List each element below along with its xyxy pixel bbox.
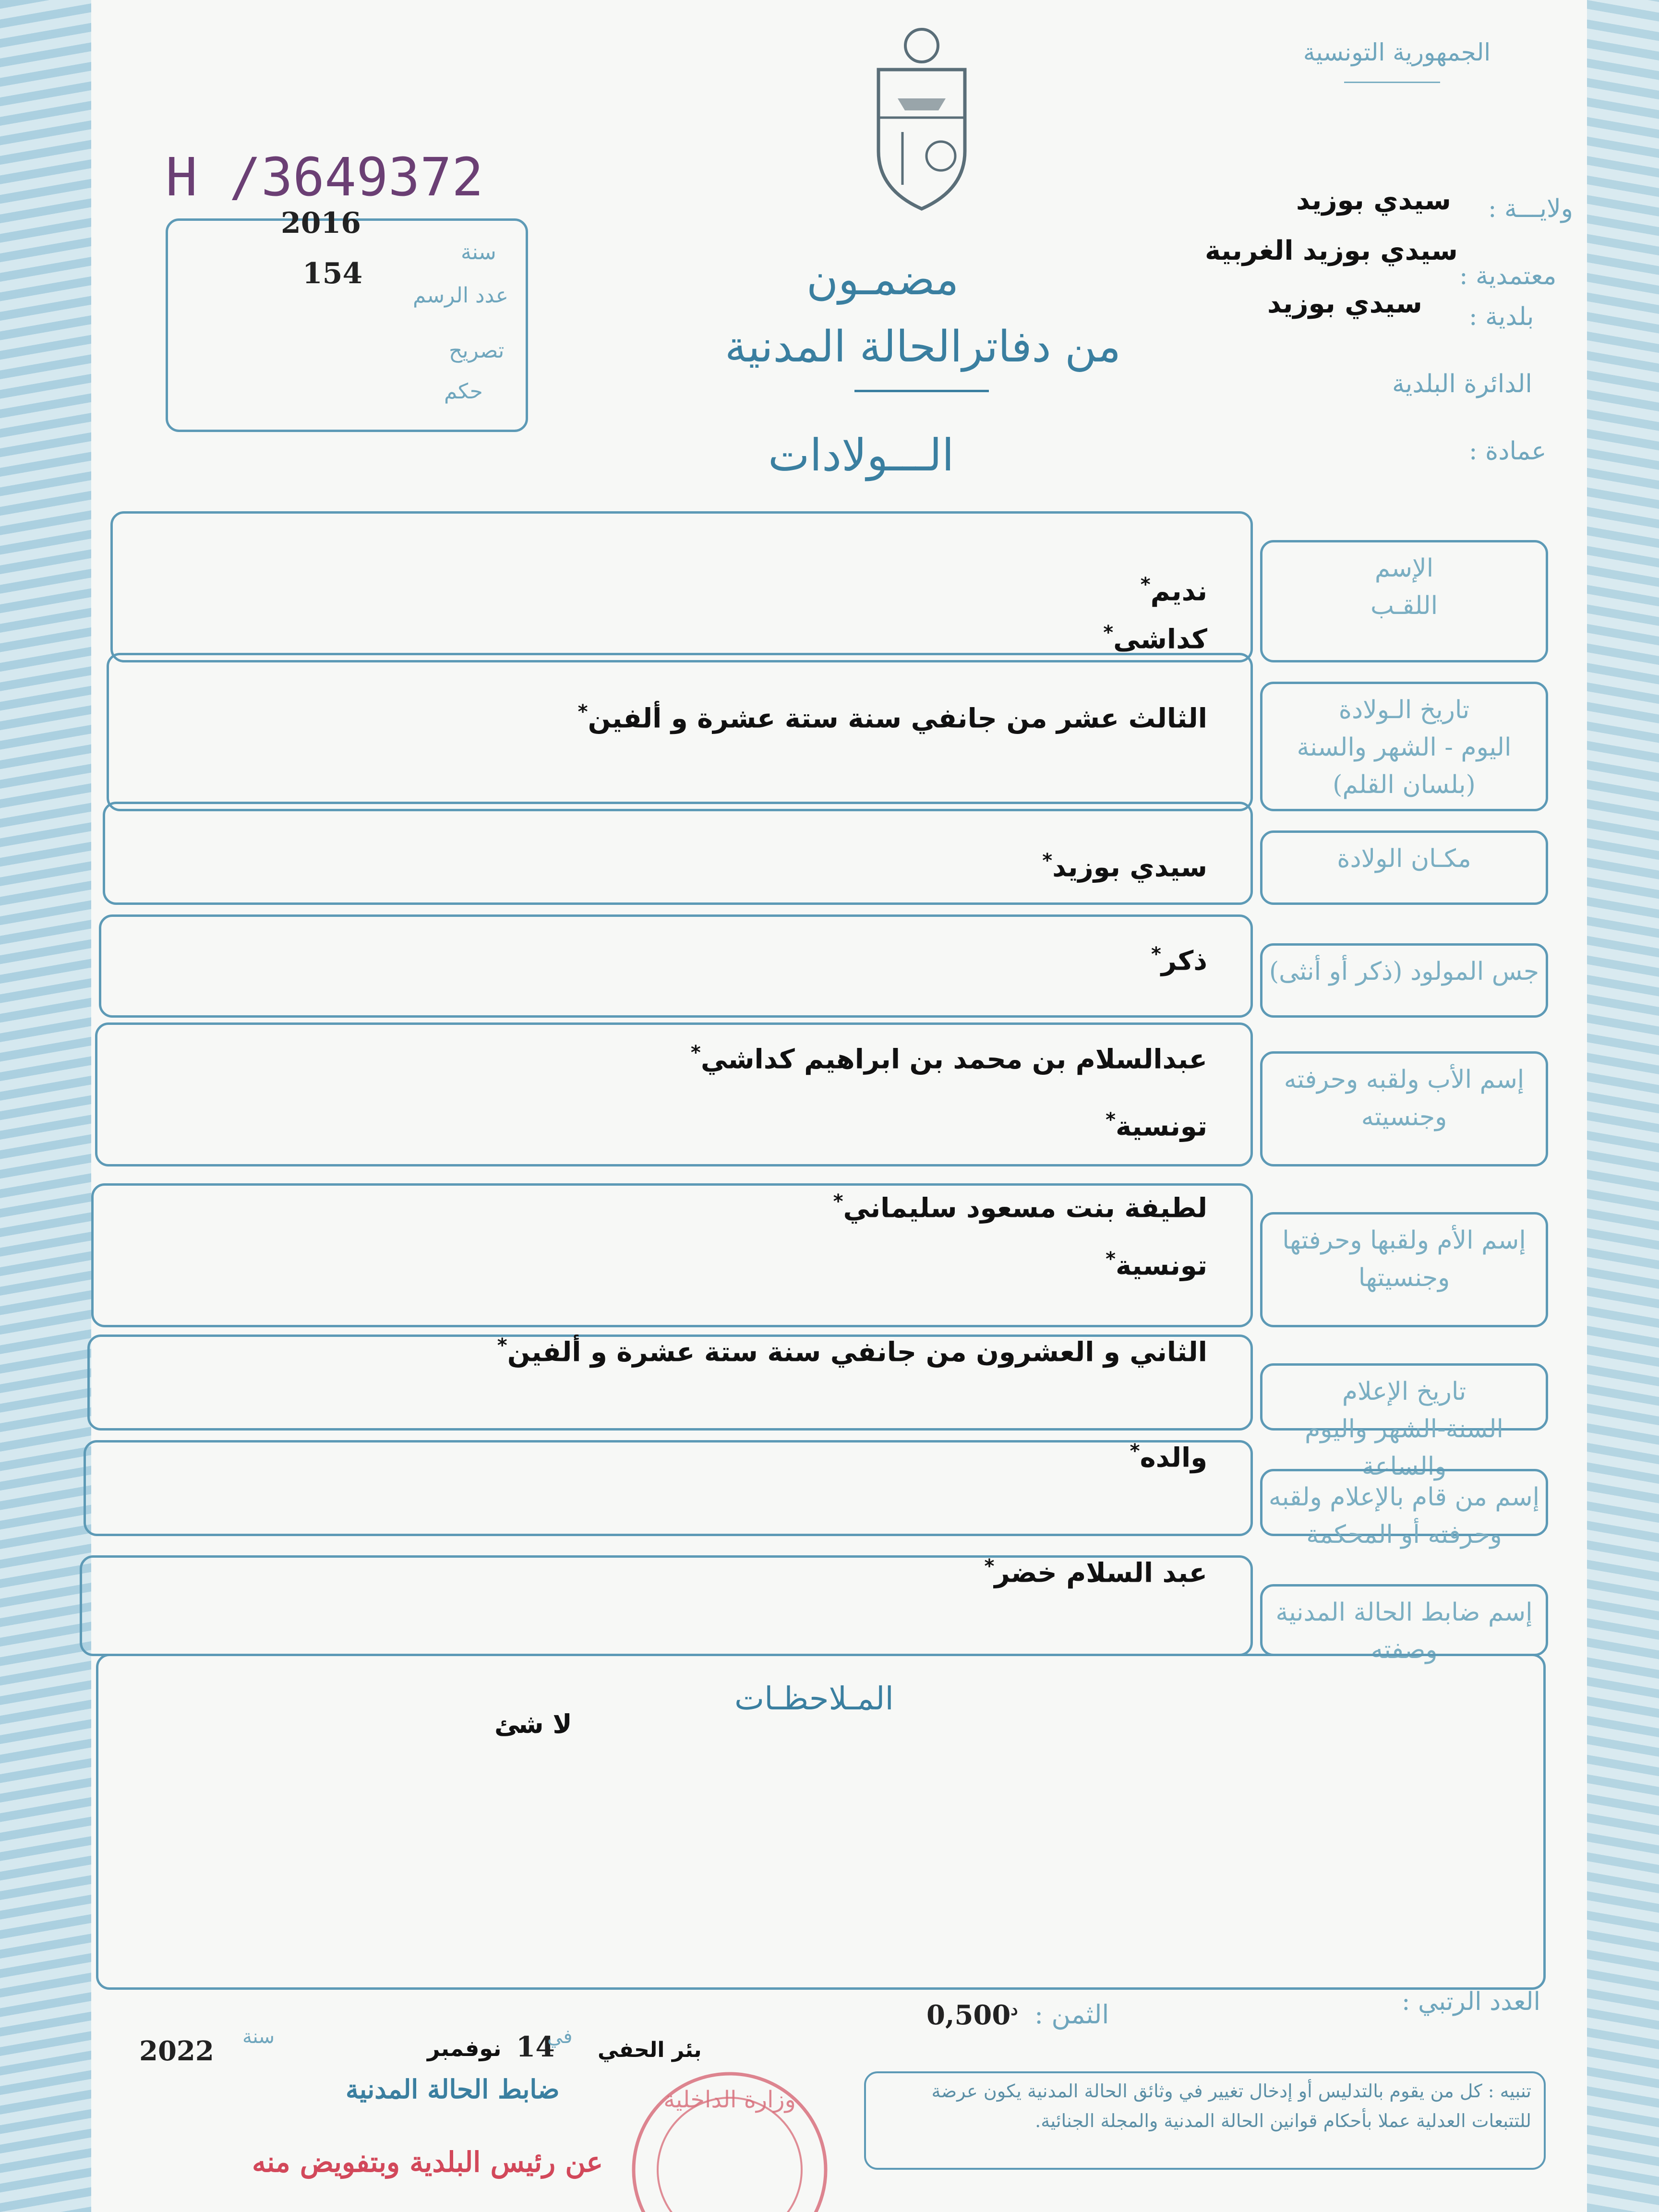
field-value-mother-2 — [1106, 1248, 1207, 1282]
document-subtitle: من دفاترالحالة المدنية — [725, 322, 1121, 372]
field-value-birth-date-1 — [578, 701, 1207, 734]
field-value-declaration-date-1 — [497, 1334, 1207, 1368]
field-asterisk: * — [1106, 1248, 1116, 1270]
district-label: الدائرة البلدية — [1392, 370, 1532, 398]
registry-year-label: سنة — [461, 240, 496, 264]
field-label-birth-place: مكـان الولادة — [1337, 844, 1471, 873]
field-value-sex-1 — [1151, 943, 1207, 977]
field-label-name: الإسم اللقـب — [1370, 554, 1438, 620]
field-value-text: تونسية — [1116, 1111, 1207, 1142]
field-asterisk: * — [833, 1190, 843, 1213]
field-asterisk: * — [984, 1555, 995, 1577]
guilloche-border-left — [0, 0, 91, 2212]
municipality-label: بلدية : — [1469, 302, 1534, 331]
price-value — [926, 1999, 1018, 2031]
field-value-name-1 — [1141, 574, 1207, 607]
field-label-mother: إسم الأم ولقبها وحرفتها وجنسيتها — [1282, 1226, 1526, 1292]
serial-prefix: H / — [166, 146, 261, 208]
value-box-name — [110, 511, 1253, 662]
value-box-sex — [99, 914, 1253, 1018]
field-value-text: والده — [1140, 1442, 1207, 1474]
field-value-text: الثالث عشر من جانفي سنة ستة عشرة و ألفين — [588, 703, 1207, 734]
field-asterisk: * — [1151, 943, 1161, 965]
serial-number — [166, 146, 483, 208]
field-label-declaration-date: تاريخ الإعلام السنة-الشهر واليوم والساعة — [1305, 1377, 1503, 1481]
field-value-text: كداشي — [1113, 624, 1207, 655]
field-asterisk: * — [497, 1334, 507, 1357]
price-amount: 0,500 — [926, 1999, 1011, 2031]
issue-year: 2022 — [139, 2035, 214, 2067]
officer-title: ضابط الحالة المدنية — [346, 2074, 560, 2104]
document-title: مضمـون — [806, 254, 959, 305]
field-value-text: تونسية — [1116, 1250, 1207, 1282]
field-value-birth-place-1 — [1042, 850, 1207, 883]
delegation-signature-text: عن رئيس البلدية وبتفويض منه — [252, 2146, 603, 2178]
field-value-text: نديم — [1150, 576, 1207, 607]
value-box-declarant — [84, 1440, 1253, 1536]
issue-day: 14 — [516, 2031, 555, 2063]
field-value-registrar-1 — [984, 1555, 1207, 1589]
field-value-name-2 — [1103, 622, 1207, 655]
delegation-label: معتمدية : — [1459, 262, 1557, 290]
municipality-value: سيدي بوزيد — [1267, 288, 1422, 319]
issue-month: نوفمبر — [427, 2035, 502, 2061]
registry-judgment-label: حكم — [444, 379, 483, 404]
field-value-father-2 — [1106, 1109, 1207, 1142]
coat-of-arms-emblem — [859, 26, 984, 218]
field-asterisk: * — [577, 701, 588, 723]
legal-notice-text: تنبيه : كل من يقوم بالتدليس أو إدخال تغيير في وثائق الحالة المدنية يكون عرضة للتتبعات العدلية عملا بأحكام قوانين الحالة المدنية والمجلة الجنائية. — [931, 2080, 1531, 2131]
footer-serial-label: العدد الرتبي : — [1402, 1987, 1540, 2016]
svg-text:وزارة الداخلية: وزارة الداخلية — [663, 2086, 796, 2113]
field-value-text: عبدالسلام بن محمد بن ابراهيم كداشي — [700, 1044, 1207, 1075]
issue-in-label: في — [547, 2026, 573, 2048]
field-value-declarant-1 — [1130, 1440, 1207, 1474]
field-value-text: سيدي بوزيد — [1052, 852, 1207, 883]
delegation-value: سيدي بوزيد الغربية — [1205, 235, 1458, 266]
field-value-text: عبد السلام خضر — [994, 1557, 1207, 1589]
field-asterisk: * — [1103, 622, 1114, 644]
price-unit: د — [1010, 2000, 1018, 2020]
republic-heading: الجمهورية التونسية — [1303, 38, 1491, 66]
wilaya-label: ولايـــة : — [1488, 194, 1573, 223]
serial-value: 3649372 — [261, 146, 484, 208]
field-value-text: لطيفة بنت مسعود سليماني — [843, 1192, 1207, 1224]
field-asterisk: * — [1042, 850, 1053, 872]
field-value-father-1 — [691, 1042, 1207, 1075]
wilaya-value: سيدي بوزيد — [1296, 185, 1451, 216]
field-asterisk: * — [1106, 1109, 1116, 1131]
price-label: الثمن : — [1034, 1999, 1109, 2030]
field-asterisk: * — [690, 1042, 701, 1064]
registry-number-value: 154 — [302, 257, 363, 290]
remarks-value: لا شئ — [494, 1709, 572, 1739]
field-label-declarant: إسم من قام بالإعلام ولقبه وحرفته أو المحكمة — [1268, 1483, 1540, 1549]
field-label-birth-date: تاريخ الـولادة اليوم - الشهر والسنة (بلسان القلم) — [1297, 696, 1512, 799]
field-label-sex: جس المولود (ذكر أو أنثى) — [1269, 957, 1539, 986]
official-stamp — [614, 2055, 845, 2212]
section-title: الـــولادات — [768, 430, 954, 481]
issue-year-label: سنة — [242, 2026, 275, 2048]
field-value-mother-1 — [833, 1190, 1207, 1224]
field-label-registrar: إسم ضابط الحالة المدنية وصفته — [1275, 1598, 1533, 1664]
omda-label: عمادة : — [1469, 437, 1547, 466]
republic-divider — [1344, 82, 1440, 83]
field-value-text: ذكر — [1161, 945, 1207, 977]
field-value-text: الثاني و العشرون من جانفي سنة ستة عشرة و ألفين — [507, 1336, 1207, 1368]
registry-declaration-label: تصريح — [449, 338, 505, 363]
field-asterisk: * — [1140, 574, 1151, 596]
issue-place: بئر الحفي — [598, 2038, 702, 2062]
guilloche-border-right — [1587, 0, 1659, 2212]
field-asterisk: * — [1130, 1440, 1140, 1462]
field-label-father: إسم الأب ولقبه وحرفته وجنسيته — [1284, 1065, 1525, 1131]
registry-year-value: 2016 — [281, 206, 361, 240]
remarks-title: المـلاحظـات — [734, 1680, 894, 1717]
registry-number-label: عدد الرسم — [413, 283, 508, 308]
title-underline — [854, 390, 989, 392]
